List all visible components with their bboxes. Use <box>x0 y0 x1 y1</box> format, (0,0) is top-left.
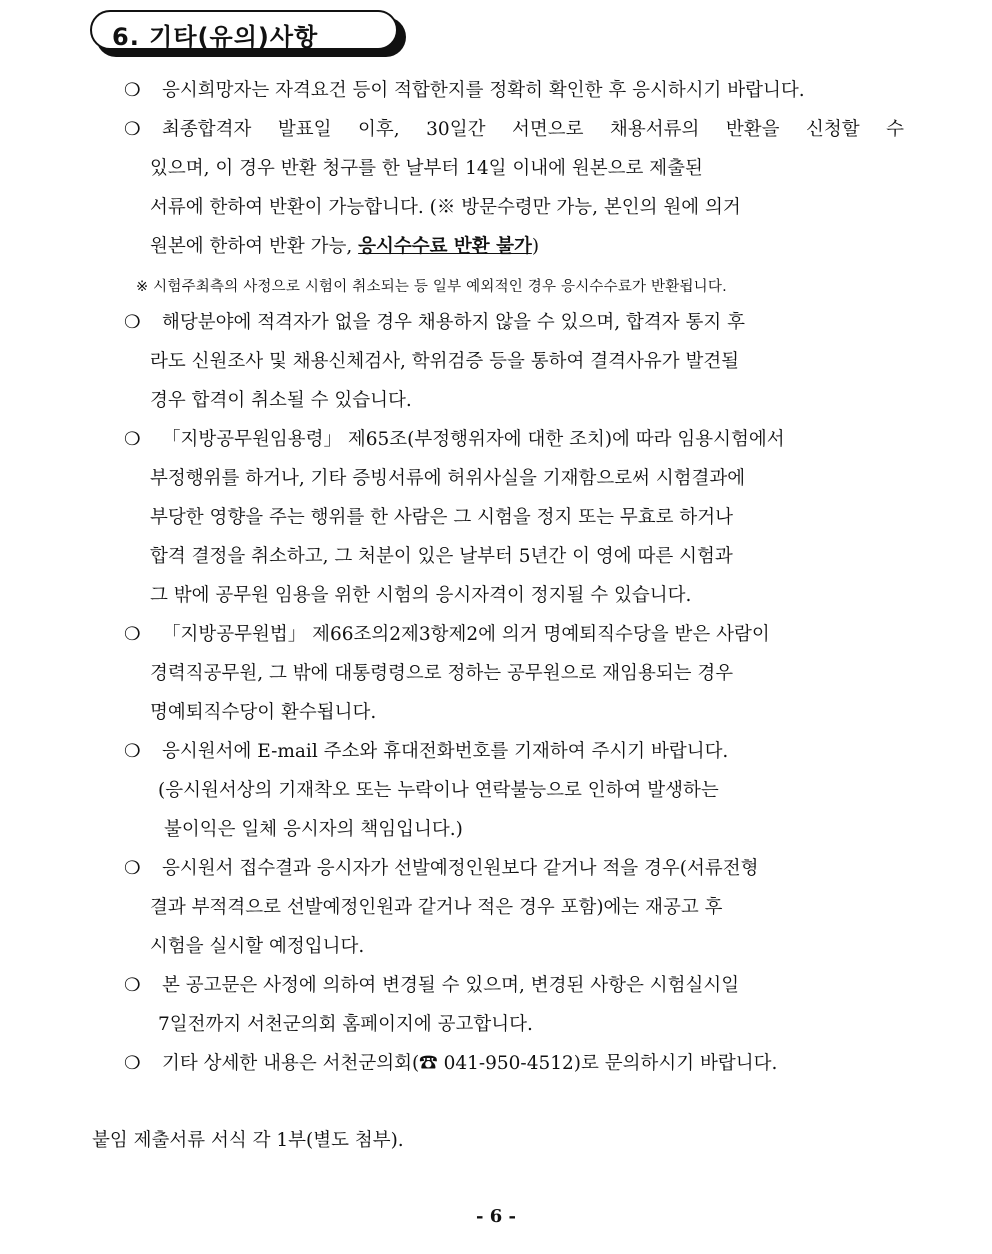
bullet-icon: ❍ <box>124 80 141 101</box>
item-text: 본 공고문은 사정에 의하여 변경될 수 있으며, 변경된 사항은 시험실시일 <box>162 975 740 996</box>
emphasis-text: 응시수수료 반환 불가 <box>358 236 532 257</box>
note-text: ※ 시험주최측의 사정으로 시험이 취소되는 등 일부 예외적인 경우 응시수수료가 반환됩니다. <box>136 279 727 295</box>
page-number: - 6 - <box>476 1206 516 1227</box>
item-continuation: 불이익은 일체 응시자의 책임입니다.) <box>164 819 463 840</box>
section-header <box>90 10 408 60</box>
item-text: 응시희망자는 자격요건 등이 적합한지를 정확히 확인한 후 응시하시기 바랍니다. <box>162 80 805 101</box>
section-title: 6. 기타(유의)사항 <box>112 23 319 51</box>
item-continuation: 경우 합격이 취소될 수 있습니다. <box>150 390 412 411</box>
list-item <box>124 973 904 999</box>
item-text: 「지방공무원법」 제66조의2제3항제2에 의거 명예퇴직수당을 받은 사람이 <box>162 624 770 645</box>
item-continuation: 있으며, 이 경우 반환 청구를 한 날부터 14일 이내에 원본으로 제출된 <box>150 158 703 179</box>
item-continuation: 7일전까지 서천군의회 홈페이지에 공고합니다. <box>158 1014 533 1035</box>
item-text: 해당분야에 적격자가 없을 경우 채용하지 않을 수 있으며, 합격자 통지 후 <box>162 312 745 333</box>
list-item <box>124 427 904 453</box>
item-continuation: 서류에 한하여 반환이 가능합니다. (※ 방문수령만 가능, 본인의 원에 의거 <box>150 197 741 218</box>
list-item <box>124 78 904 104</box>
item-continuation: 부정행위를 하거나, 기타 증빙서류에 허위사실을 기재함으로써 시험결과에 <box>150 468 746 489</box>
item-continuation: 시험을 실시할 예정입니다. <box>150 936 365 957</box>
bullet-icon: ❍ <box>124 624 141 645</box>
item-continuation: 결과 부적격으로 선발예정인원과 같거나 적은 경우 포함)에는 재공고 후 <box>150 897 723 918</box>
bullet-icon: ❍ <box>124 312 141 333</box>
header-box <box>90 10 398 50</box>
list-item <box>124 117 904 143</box>
list-item <box>124 1051 904 1077</box>
item-continuation: 라도 신원조사 및 채용신체검사, 학위검증 등을 통하여 결격사유가 발견될 <box>150 351 740 372</box>
list-item <box>124 856 904 882</box>
bullet-icon: ❍ <box>124 1053 141 1074</box>
item-continuation: 합격 결정을 취소하고, 그 처분이 있은 날부터 5년간 이 영에 따른 시험과 <box>150 546 733 567</box>
item-text: 응시원서에 E-mail 주소와 휴대전화번호를 기재하여 주시기 바랍니다. <box>162 741 729 762</box>
list-item <box>124 310 904 336</box>
item-text: 기타 상세한 내용은 서천군의회(☎ 041-950-4512)로 문의하시기 바랍니다. <box>162 1053 778 1074</box>
item-continuation: 부당한 영향을 주는 행위를 한 사람은 그 시험을 정지 또는 무효로 하거나 <box>150 507 733 528</box>
item-continuation: (응시원서상의 기재착오 또는 누락이나 연락불능으로 인하여 발생하는 <box>158 780 719 801</box>
item-continuation: 명예퇴직수당이 환수됩니다. <box>150 702 377 723</box>
item-continuation: 그 밖에 공무원 임용을 위한 시험의 응시자격이 정지될 수 있습니다. <box>150 585 692 606</box>
item-text: 원본에 한하여 반환 가능, <box>150 236 353 257</box>
bullet-icon: ❍ <box>124 741 141 762</box>
item-text: ) <box>531 236 540 257</box>
bullet-icon: ❍ <box>124 975 141 996</box>
attachment-text: 붙임 제출서류 서식 각 1부(별도 첨부). <box>92 1130 404 1151</box>
item-continuation <box>150 234 539 260</box>
bullet-icon: ❍ <box>124 119 141 140</box>
list-item <box>124 622 904 648</box>
bullet-icon: ❍ <box>124 429 141 450</box>
list-item <box>124 739 904 765</box>
item-text: 응시원서 접수결과 응시자가 선발예정인원보다 같거나 적을 경우(서류전형 <box>162 858 759 879</box>
bullet-icon: ❍ <box>124 858 141 879</box>
item-text: 최종합격자 발표일 이후, 30일간 서면으로 채용서류의 반환을 신청할 수 <box>162 119 904 140</box>
item-continuation: 경력직공무원, 그 밖에 대통령령으로 정하는 공무원으로 재임용되는 경우 <box>150 663 734 684</box>
item-text: 「지방공무원임용령」 제65조(부정행위자에 대한 조치)에 따라 임용시험에서 <box>162 429 785 450</box>
